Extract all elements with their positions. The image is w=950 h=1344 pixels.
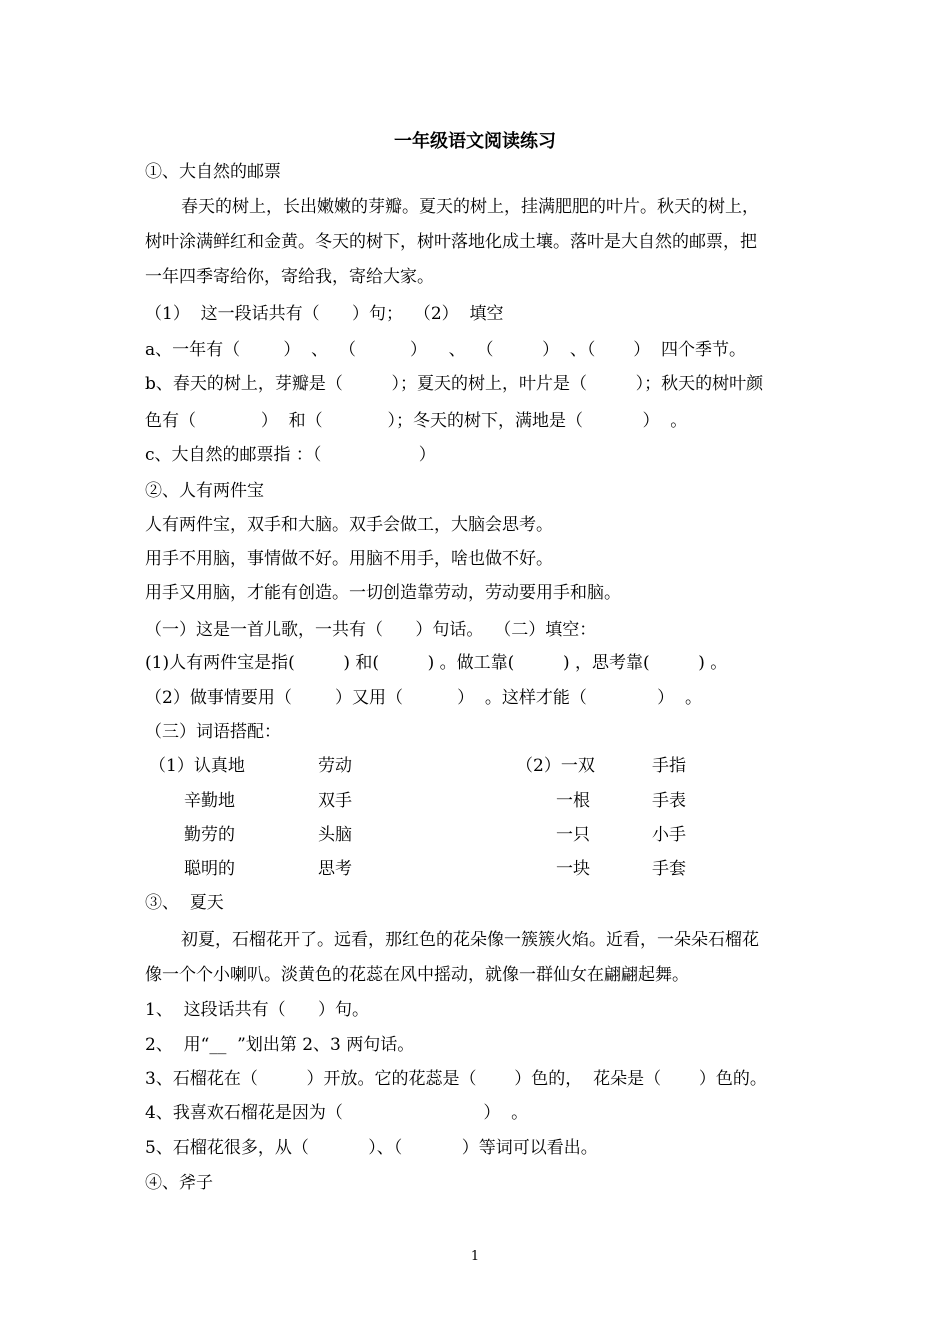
paragraph-line: 用手又用脑，才能有创造。一切创造靠劳动，劳动要用手和脑。 [145, 583, 621, 603]
question-line: 3、石榴花在（ ）开放。它的花蕊是（ ）色的， 花朵是（ ）色的。 [145, 1069, 767, 1089]
match-item: 辛勤地 [184, 791, 235, 811]
question-line: 1、 这段话共有（ ）句。 [145, 1000, 370, 1020]
paragraph-line: 用手不用脑，事情做不好。用脑不用手，啥也做不好。 [145, 549, 553, 569]
section-2-heading: ②、人有两件宝 [145, 481, 264, 501]
paragraph-line: 像一个个小喇叭。淡黄色的花蕊在风中摇动，就像一群仙女在翩翩起舞。 [145, 965, 689, 985]
match-item: 一只 [556, 825, 590, 845]
match-item: 聪明的 [184, 859, 235, 879]
question-line: 2、 用“__ ”划出第 2、3 两句话。 [145, 1035, 415, 1055]
section-4-heading: ④、斧子 [145, 1173, 213, 1193]
question-line: 4、我喜欢石榴花是因为（ ） 。 [145, 1103, 529, 1123]
page-number: 1 [470, 1249, 480, 1264]
paragraph-line: 春天的树上，长出嫩嫩的芽瓣。夏天的树上，挂满肥肥的叶片。秋天的树上， [181, 197, 759, 217]
question-line: c、大自然的邮票指 ：（ ） [145, 445, 436, 465]
paragraph-line: 一年四季寄给你，寄给我，寄给大家。 [145, 267, 434, 287]
question-line: b、春天的树上，芽瓣是（ ）；夏天的树上，叶片是（ ）；秋天的树叶颜 [145, 374, 764, 394]
match-item: 勤劳的 [184, 825, 235, 845]
match-item: 手表 [652, 791, 686, 811]
question-line: （2）做事情要用（ ）又用（ ） 。这样才能（ ） 。 [145, 688, 702, 708]
question-line: (1)人有两件宝是指( ) 和( ) 。做工靠( ) ，思考靠( ) 。 [145, 653, 728, 673]
question-line: 5、石榴花很多，从（ ）、（ ）等词可以看出。 [145, 1138, 598, 1158]
question-line: （三）词语搭配： [145, 722, 281, 742]
section-1-heading: ①、大自然的邮票 [145, 162, 281, 182]
section-3-heading: ③、 夏天 [145, 893, 224, 913]
question-line: 色有（ ） 和（ ）；冬天的树下，满地是（ ） 。 [145, 411, 688, 431]
question-line: （1） 这一段话共有（ ）句； （2） 填空 [145, 304, 504, 324]
match-item: 劳动 [318, 756, 352, 776]
match-item: 头脑 [318, 825, 352, 845]
match-item: 手套 [652, 859, 686, 879]
question-line: （一）这是一首儿歌，一共有（ ）句话。 （二）填空： [145, 620, 597, 640]
match-item: 一根 [556, 791, 590, 811]
paragraph-line: 树叶涂满鲜红和金黄。冬天的树下，树叶落地化成土壤。落叶是大自然的邮票，把 [145, 232, 757, 252]
match-item: 思考 [318, 859, 352, 879]
match-item: 一块 [556, 859, 590, 879]
match-item: 小手 [652, 825, 686, 845]
page-title: 一年级语文阅读练习 [394, 131, 556, 152]
paragraph-line: 初夏，石榴花开了。远看，那红色的花朵像一簇簇火焰。近看，一朵朵石榴花 [181, 930, 759, 950]
match-item: 手指 [652, 756, 686, 776]
question-line: a、一年有（ ） 、 （ ） 、 （ ） 、（ ） 四个季节。 [145, 340, 747, 360]
match-item: （2）一双 [516, 756, 595, 776]
paragraph-line: 人有两件宝，双手和大脑。双手会做工，大脑会思考。 [145, 515, 553, 535]
match-item: （1）认真地 [149, 756, 245, 776]
match-item: 双手 [318, 791, 352, 811]
